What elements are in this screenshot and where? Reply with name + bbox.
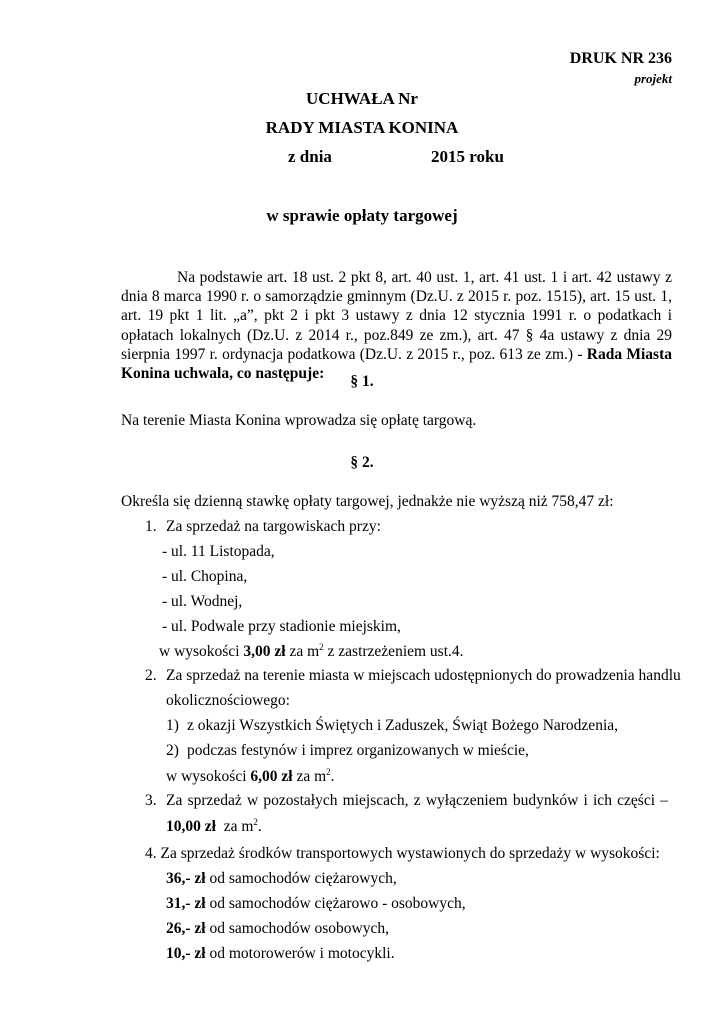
rate-exponent: 2 bbox=[326, 767, 331, 777]
rate-amount: 10,- zł bbox=[166, 945, 206, 962]
street-item: - ul. Wodnej, bbox=[162, 593, 243, 610]
vehicle-rate-item bbox=[166, 920, 389, 938]
item2-sub2-number: 2) bbox=[166, 742, 179, 759]
preamble-text: Na podstawie art. 18 ust. 2 pkt 8, art. 40 ust. 1, art. 41 ust. 1 i art. 42 ustawy z dnia 8 marca 1990 r. o samorządzie gminnym (Dz.U. z 2015 r. poz. 1515), art. 15 ust. 1, art. 19 pkt 1 lit. „a”, pkt 2 i pkt 3 ustawy z dnia 12 stycznia 1991 r. o podatkach i opłatach lokalnych (Dz.U. z 2014 r., poz.849 ze zm.), art. 47 § 4a ustawy z dnia 29 sierpnia 1997 r. ordynacja podatkowa (Dz.U. z 2015 r., poz. 613 ze zm.) - bbox=[121, 269, 672, 363]
rate-description: od samochodów osobowych, bbox=[205, 920, 390, 937]
item2-text-line2: okolicznościowego: bbox=[166, 692, 290, 709]
rate-exponent: 2 bbox=[253, 817, 258, 827]
item1-text: Za sprzedaż na targowiskach przy: bbox=[166, 518, 381, 535]
item2-sub2: podczas festynów i imprez organizowanych w mieście, bbox=[187, 742, 529, 759]
rate-description: od samochodów ciężarowo - osobowych, bbox=[205, 895, 466, 912]
rate-exponent: 2 bbox=[319, 642, 324, 652]
item1-rate-line bbox=[159, 642, 464, 661]
item3-rate-line bbox=[166, 817, 262, 836]
rate-suffix: . bbox=[330, 768, 335, 785]
rate-amount: 31,- zł bbox=[166, 895, 206, 912]
vehicle-rate-item bbox=[166, 895, 466, 913]
section2-heading: § 2. bbox=[350, 454, 374, 471]
resolution-title: UCHWAŁA Nr bbox=[306, 89, 418, 108]
item2-sub1: z okazji Wszystkich Świętych i Zaduszek, Świąt Bożego Narodzenia, bbox=[187, 717, 619, 734]
rate-unit: za m bbox=[285, 643, 320, 660]
rate-unit: za m bbox=[215, 818, 254, 835]
vehicle-rate-item bbox=[166, 870, 397, 888]
rate-amount: 26,- zł bbox=[166, 920, 206, 937]
rate-amount: 6,00 zł bbox=[250, 768, 293, 785]
section2-intro: Określa się dzienną stawkę opłaty targowej, jednakże nie wyższą niż 758,47 zł: bbox=[121, 493, 614, 510]
item2-rate-line bbox=[166, 767, 335, 786]
street-item: - ul. 11 Listopada, bbox=[162, 543, 275, 560]
item3-number: 3. bbox=[145, 792, 157, 809]
resolution-subject: w sprawie opłaty targowej bbox=[266, 206, 458, 225]
vehicle-rate-item bbox=[166, 945, 395, 963]
council-name: RADY MIASTA KONINA bbox=[265, 118, 459, 137]
street-item: - ul. Podwale przy stadionie miejskim, bbox=[162, 618, 401, 635]
item4-text: 4. Za sprzedaż środków transportowych wystawionych do sprzedaży w wysokości: bbox=[145, 845, 660, 862]
rate-amount: 36,- zł bbox=[166, 870, 206, 887]
preamble-bold: Rada Miasta Konina uchwala, co następuje: bbox=[121, 345, 672, 383]
rate-prefix: w wysokości bbox=[166, 768, 251, 785]
rate-description: od samochodów ciężarowych, bbox=[205, 870, 397, 887]
section1-text: Na terenie Miasta Konina wprowadza się opłatę targową. bbox=[121, 412, 477, 429]
rate-prefix: w wysokości bbox=[159, 643, 244, 660]
street-item: - ul. Chopina, bbox=[162, 568, 248, 585]
rate-amount: 3,00 zł bbox=[243, 643, 286, 660]
item2-number: 2. bbox=[145, 667, 157, 684]
rate-amount: 10,00 zł bbox=[166, 818, 216, 835]
item3-text: Za sprzedaż w pozostałych miejscach, z wyłączeniem budynków i ich części – bbox=[166, 792, 668, 809]
date-prefix: z dnia bbox=[288, 147, 332, 166]
section1-heading: § 1. bbox=[350, 373, 374, 390]
item2-sub1-number: 1) bbox=[166, 717, 179, 734]
druk-number: DRUK NR 236 bbox=[569, 50, 672, 67]
rate-unit: za m bbox=[292, 768, 327, 785]
preamble bbox=[121, 268, 672, 383]
rate-suffix: . bbox=[257, 818, 262, 835]
rate-description: od motorowerów i motocykli. bbox=[205, 945, 395, 962]
date-suffix: 2015 roku bbox=[431, 147, 504, 166]
projekt-label: projekt bbox=[634, 71, 672, 86]
item1-number: 1. bbox=[145, 518, 157, 535]
item2-text-line1: Za sprzedaż na terenie miasta w miejscach udostępnionych do prowadzenia handlu bbox=[166, 667, 681, 684]
rate-suffix: z zastrzeżeniem ust.4. bbox=[323, 643, 464, 660]
